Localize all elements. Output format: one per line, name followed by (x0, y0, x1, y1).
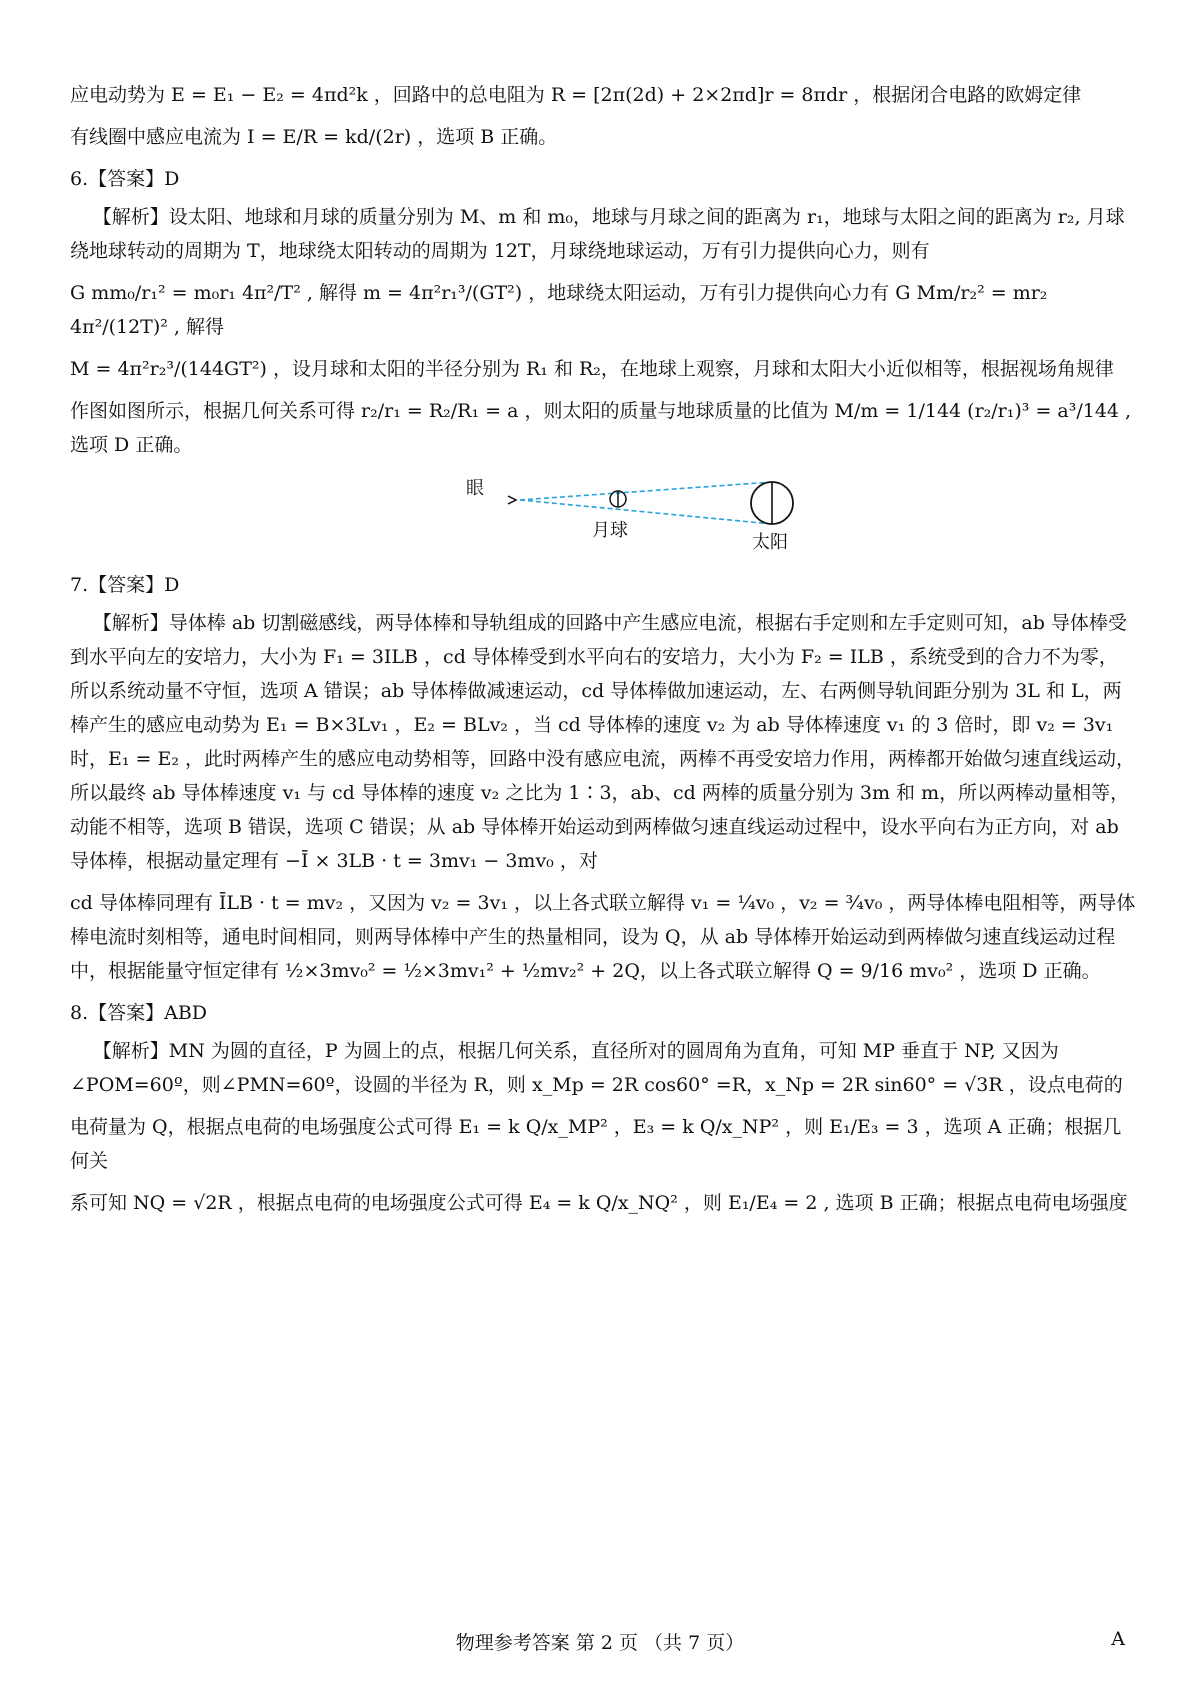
answer-content (70, 78, 1136, 1228)
q8-analysis-part-1: 【解析】MN 为圆的直径，P 为圆上的点，根据几何关系，直径所对的圆周角为直角，可知 MP 垂直于 NP, 又因为∠POM=60º，则∠PMN=60º，设圆的半径为 R，则 x_Mp = 2R cos60° =R，x_Np = 2R sin60° = √3R ，设点电荷的 (70, 1040, 1123, 1096)
upper-sight-line (520, 482, 770, 500)
q8-analysis-part-2: 电荷量为 Q，根据点电荷的电场强度公式可得 E₁ = k Q/x_MP² ，E₃ = k Q/x_NP² ，则 E₁/E₃ = 3 ，选项 A 正确；根据几何关 (70, 1116, 1122, 1172)
q8-answer-heading: 8.【答案】ABD (70, 1002, 208, 1024)
q5-continuation-line-2: 有线圈中感应电流为 I = E/R = kd/(2r) ，选项 B 正确。 (70, 126, 558, 148)
q6-analysis-part-2: G mm₀/r₁² = m₀r₁ 4π²/T² , 解得 m = 4π²r₁³/(GT²) ，地球绕太阳运动，万有引力提供向心力有 G Mm/r₂² = mr₂ 4π²/(12T)² , 解得 (70, 282, 1048, 338)
q7-answer-heading: 7.【答案】D (70, 574, 180, 596)
q6-analysis-part-3: M = 4π²r₂³/(144GT²) ，设月球和太阳的半径分别为 R₁ 和 R₂，在地球上观察，月球和太阳大小近似相等，根据视场角规律 (70, 358, 1114, 380)
lower-sight-line (520, 500, 770, 524)
q6-answer-heading: 6.【答案】D (70, 168, 180, 190)
q7-analysis-part-2: cd 导体棒同理有 ĪLB · t = mv₂ ，又因为 v₂ = 3v₁ ，以上各式联立解得 v₁ = ¼v₀ ，v₂ = ¾v₀ ，两导体棒电阻相等，两导体棒电流时刻相等，通电时间相同，则两导体棒中产生的热量相同，设为 Q，从 ab 导体棒开始运动到两棒做匀速直线运动过程中，根据能量守恒定律有 ½×3mv₀² = ½×3mv₁² + ½mv₂² + 2Q，以上各式联立解得 Q = 9/16 mv₀² ，选项 D 正确。 (70, 892, 1136, 982)
paper-version-mark: A (1111, 1628, 1125, 1650)
q6-analysis-part-4: 作图如图所示，根据几何关系可得 r₂/r₁ = R₂/R₁ = a ，则太阳的质量与地球质量的比值为 M/m = 1/144 (r₂/r₁)³ = a³/144 , 选项 D 正确。 (70, 400, 1132, 456)
eye-icon (508, 496, 516, 504)
eye-label: 眼 (466, 478, 484, 499)
eye-moon-sun-figure (70, 470, 1136, 556)
q7-analysis-part-1: 【解析】导体棒 ab 切割磁感线，两导体棒和导轨组成的回路中产生感应电流，根据右手定则和左手定则可知，ab 导体棒受到水平向左的安培力，大小为 F₁ = 3ILB ，cd 导体棒受到水平向右的安培力，大小为 F₂ = ILB ，系统受到的合力不为零，所以系统动量不守恒，选项 A 错误；ab 导体棒做减速运动，cd 导体棒做加速运动，左、右两侧导轨间距分别为 3L 和 L，两棒产生的感应电动势为 E₁ = B×3Lv₁ ，E₂ = BLv₂ ，当 cd 导体棒的速度 v₂ 为 ab 导体棒速度 v₁ 的 3 倍时，即 v₂ = 3v₁ 时，E₁ = E₂ ，此时两棒产生的感应电动势相等，回路中没有感应电流，两棒不再受安培力作用，两棒都开始做匀速直线运动，所以最终 ab 导体棒速度 v₁ 与 cd 导体棒的速度 v₂ 之比为 1∶3，ab、cd 两棒的质量分别为 3m 和 m，所以两棒动量相等，动能不相等，选项 B 错误，选项 C 错误；从 ab 导体棒开始运动到两棒做匀速直线运动过程中，设水平向右为正方向，对 ab 导体棒，根据动量定理有 −Ī × 3LB · t = 3mv₁ − 3mv₀ ，对 (70, 612, 1136, 872)
q6-analysis-part-1: 【解析】设太阳、地球和月球的质量分别为 M、m 和 m₀，地球与月球之间的距离为 r₁，地球与太阳之间的距离为 r₂, 月球绕地球转动的周期为 T，地球绕太阳转动的周期为 12T，月球绕地球运动，万有引力提供向心力，则有 (70, 206, 1125, 262)
moon-label: 月球 (592, 520, 628, 541)
q5-continuation-line-1: 应电动势为 E = E₁ − E₂ = 4πd²k ，回路中的总电阻为 R = [2π(2d) + 2×2πd]r = 8πdr ，根据闭合电路的欧姆定律 (70, 84, 1082, 106)
q8-analysis-part-3: 系可知 NQ = √2R ，根据点电荷的电场强度公式可得 E₄ = k Q/x_NQ² ，则 E₁/E₄ = 2 , 选项 B 正确；根据点电荷电场强度 (70, 1192, 1128, 1214)
sun-label: 太阳 (752, 532, 788, 553)
page-footer: 物理参考答案 第 2 页 （共 7 页） (455, 1632, 745, 1654)
